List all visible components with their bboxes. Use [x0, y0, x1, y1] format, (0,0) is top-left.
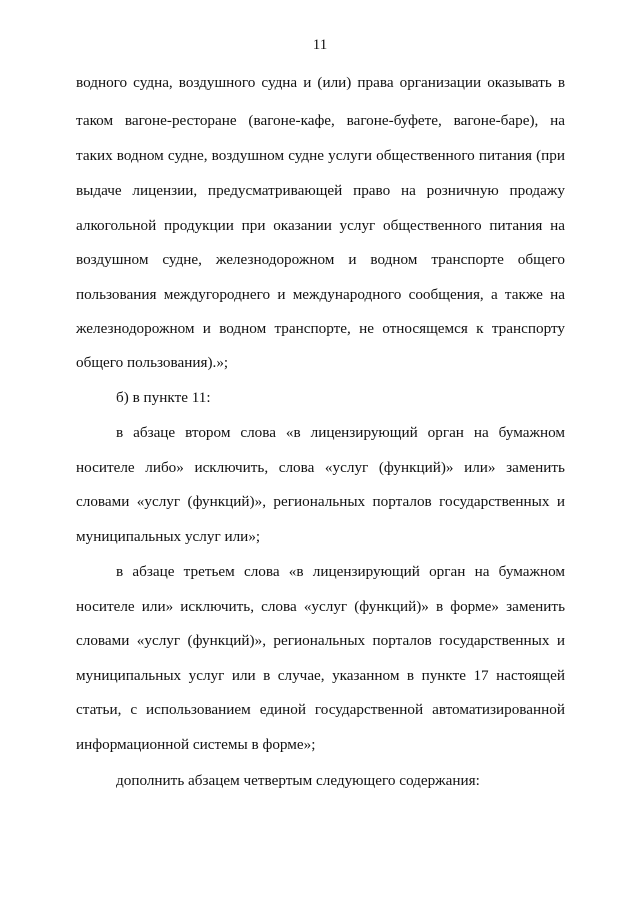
text-line: воздушном судне, железнодорожном и водном транспорте общего — [76, 251, 565, 268]
text-line: словами «услуг (функций)», региональных порталов государственных и — [76, 493, 565, 510]
text-line: носителе или» исключить, слова «услуг (функций)» в форме» заменить — [76, 598, 565, 615]
page-number: 11 — [312, 37, 328, 53]
text-line: носителе либо» исключить, слова «услуг (функций)» или» заменить — [76, 459, 565, 476]
text-line: информационной системы в форме»; — [76, 736, 316, 753]
text-line: железнодорожном и водном транспорте, не относящемся к транспорту — [76, 320, 565, 337]
text-line: таком вагоне-ресторане (вагоне-кафе, вагоне-буфете, вагоне-баре), на — [76, 112, 565, 129]
text-line: словами «услуг (функций)», региональных порталов государственных и — [76, 632, 565, 649]
text-line: общего пользования).»; — [76, 354, 229, 371]
text-line: в абзаце втором слова «в лицензирующий орган на бумажном — [116, 424, 565, 441]
text-line: водного судна, воздушного судна и (или) права организации оказывать в — [76, 74, 565, 91]
text-line: в абзаце третьем слова «в лицензирующий орган на бумажном — [116, 563, 565, 580]
text-line: дополнить абзацем четвертым следующего содержания: — [116, 772, 480, 789]
text-line: б) в пункте 11: — [116, 389, 211, 406]
text-line: муниципальных услуг или в случае, указанном в пункте 17 настоящей — [76, 667, 565, 684]
text-line: выдаче лицензии, предусматривающей право на розничную продажу — [76, 182, 565, 199]
text-line: таких водном судне, воздушном судне услуги общественного питания (при — [76, 147, 565, 164]
text-line: статьи, с использованием единой государственной автоматизированной — [76, 701, 565, 718]
text-line: пользования междугороднего и международного сообщения, а также на — [76, 286, 565, 303]
text-line: муниципальных услуг или»; — [76, 528, 261, 545]
text-line: алкогольной продукции при оказании услуг общественного питания на — [76, 217, 565, 234]
